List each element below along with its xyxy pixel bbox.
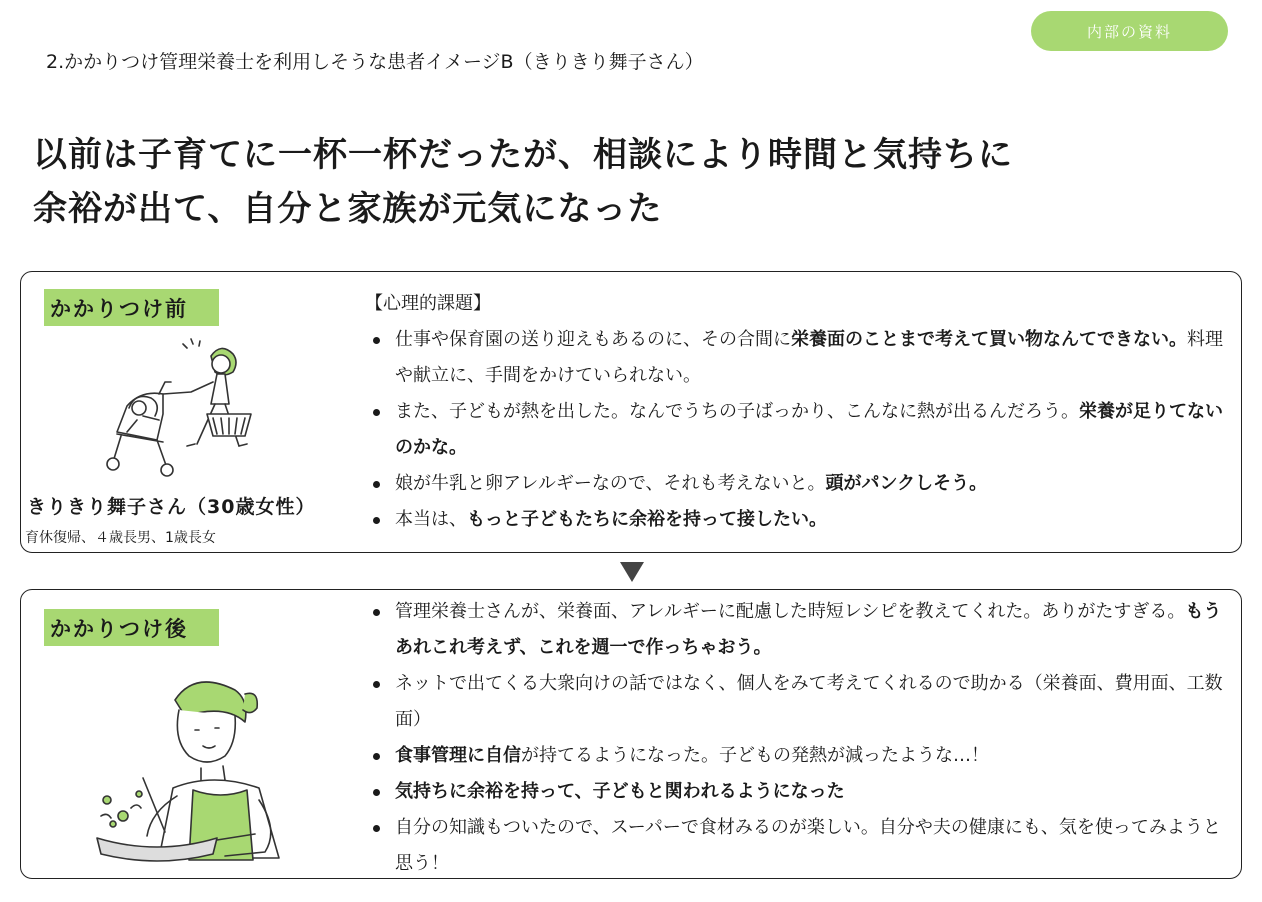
persona-name: きりきり舞子さん（30歳女性）: [27, 496, 316, 518]
before-content: [365, 286, 1231, 538]
before-panel: [20, 271, 1242, 553]
after-outcome-list: [365, 594, 1231, 882]
headline-line-1: 以前は子育てに一杯一杯だったが、相談により時間と気持ちに: [33, 135, 1013, 175]
after-item-5: 自分の知識もついたので、スーパーで食材みるのが楽しい。自分や夫の健康にも、気を使ってみようと思う！: [365, 810, 1231, 882]
mother-with-stroller-illustration: [99, 338, 259, 488]
after-item-4: 気持ちに余裕を持って、子どもと関われるようになった: [365, 774, 1231, 810]
before-item-3: 娘が牛乳と卵アレルギーなので、それも考えないと。頭がパンクしそう。: [365, 466, 1231, 502]
down-arrow-icon: [620, 562, 644, 582]
section-title: 2.かかりつけ管理栄養士を利用しそうな患者イメージB（きりきり舞子さん）: [46, 51, 704, 73]
after-panel: [20, 589, 1242, 879]
mother-cooking-illustration: [77, 670, 297, 870]
internal-document-badge: 内部の資料: [1031, 11, 1228, 51]
after-phase-tag: かかりつけ後: [44, 609, 219, 646]
before-item-1: 仕事や保育園の送り迎えもあるのに、その合間に栄養面のことまで考えて買い物なんてできない。料理や献立に、手間をかけていられない。: [365, 322, 1231, 394]
psychological-issues-heading: 【心理的課題】: [365, 293, 491, 314]
after-item-1: 管理栄養士さんが、栄養面、アレルギーに配慮した時短レシピを教えてくれた。ありがたすぎる。もうあれこれ考えず、これを週一で作っちゃおう。: [365, 594, 1231, 666]
before-item-2: また、子どもが熱を出した。なんでうちの子ばっかり、こんなに熱が出るんだろう。栄養が足りてないのかな。: [365, 394, 1231, 466]
after-item-3: 食事管理に自信が持てるようになった。子どもの発熱が減ったような…！: [365, 738, 1231, 774]
before-issue-list: [365, 322, 1231, 538]
after-content: [365, 594, 1231, 882]
before-phase-tag: かかりつけ前: [44, 289, 219, 326]
headline: [33, 128, 1013, 236]
persona-family-info: 育休復帰、４歳長男、1歳長女: [25, 530, 216, 546]
headline-line-2: 余裕が出て、自分と家族が元気になった: [33, 189, 663, 229]
before-item-4: 本当は、もっと子どもたちに余裕を持って接したい。: [365, 502, 1231, 538]
after-item-2: ネットで出てくる大衆向けの話ではなく、個人をみて考えてくれるので助かる（栄養面、費用面、工数面）: [365, 666, 1231, 738]
